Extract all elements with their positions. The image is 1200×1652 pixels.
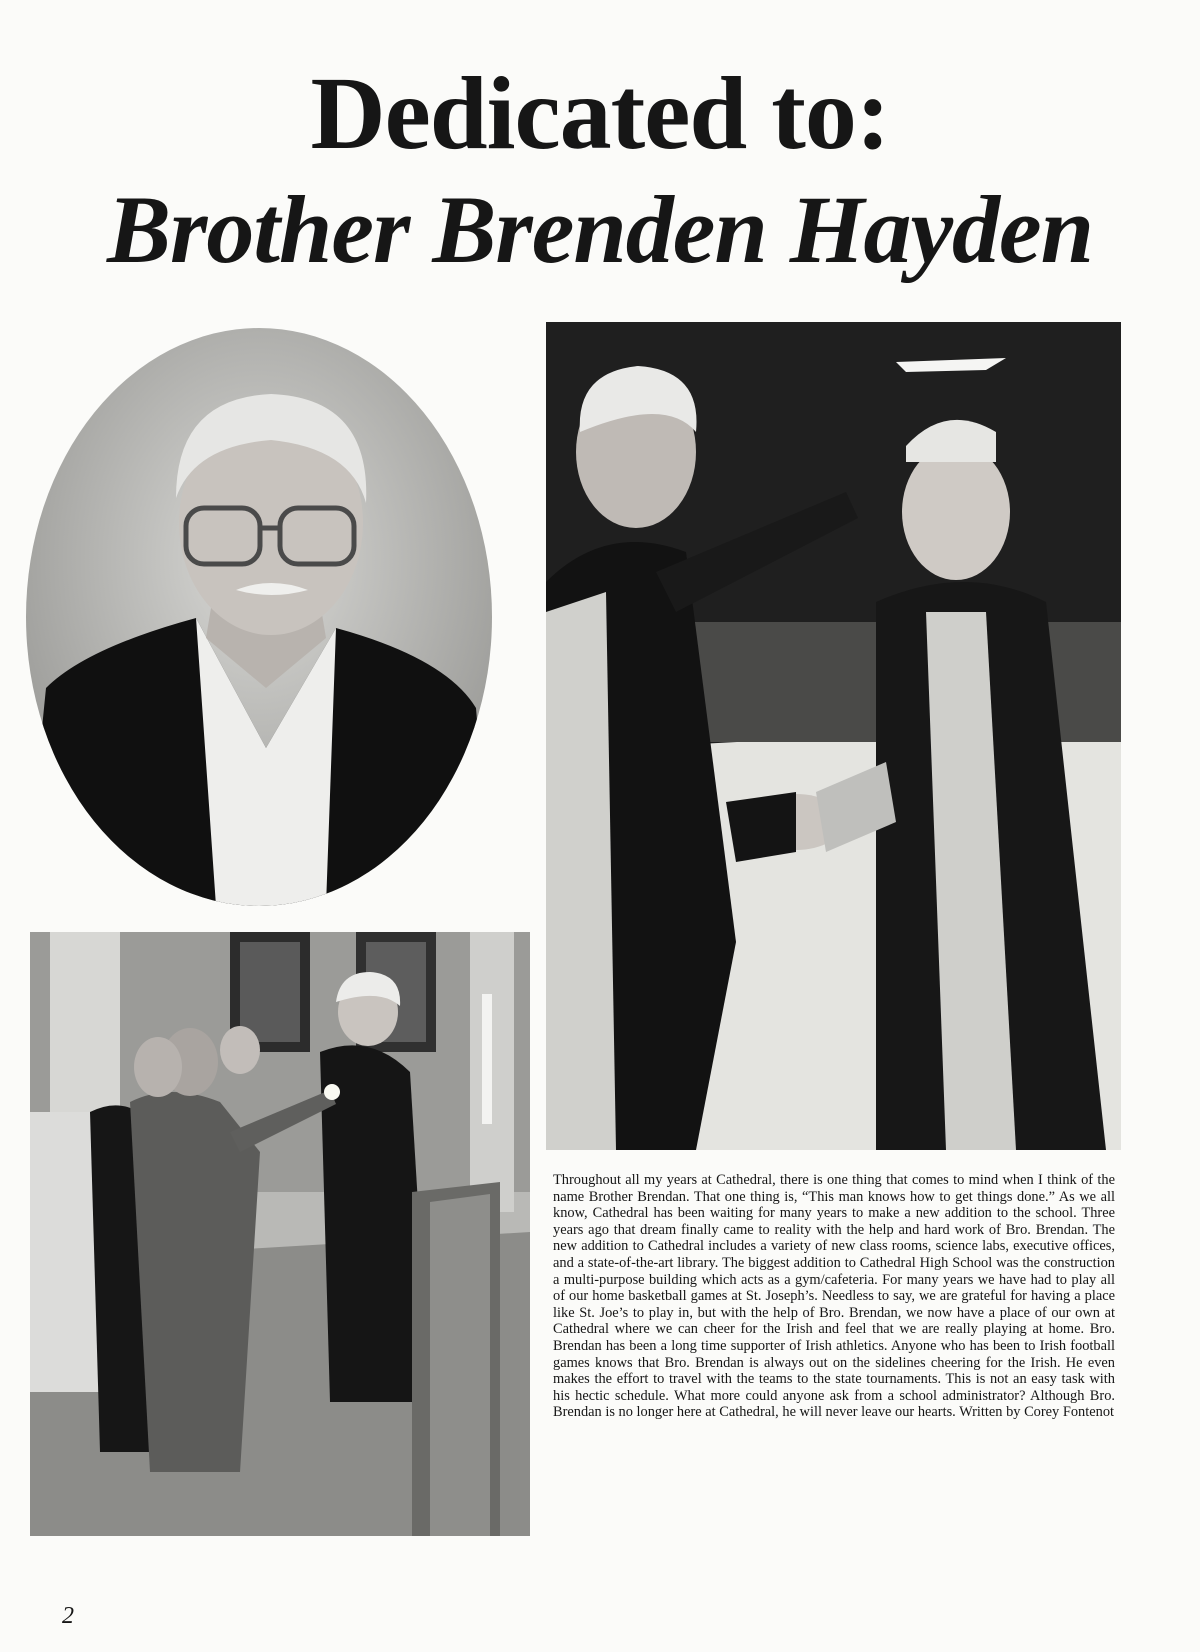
dedication-article-text: Throughout all my years at Cathedral, there is one thing that comes to mind when I think of the name Brother Brendan. That one thing is, “This man knows how to get things done.” As we all know, Cathedral has been waiting for many years to make a new addition to the school. Three years ago that dream finally came to reality with the help and hard work of Bro. Brendan. The new addition to Cathedral includes a variety of new class rooms, science labs, executive offices, and a state-of-the-art library. The biggest addition to Cathedral High School was the construction a multi-purpose building which acts as a gym/cafeteria. For many years we have had to play all of our home basketball games at St. Joseph’s. Needless to say, we are grateful for having a place like St. Joe’s to play in, but with the help of Bro. Brendan, we now have a place of our own at Cathedral where we can cheer for the Irish and feel that we are really playing at home. Bro. Brendan has been a long time supporter of Irish athletics. Anyone who has been to Irish football games knows that Bro. Brendan is always out on the sidelines cheering for the Irish. He even makes the effort to travel with the teams to the state tournaments. This is not an easy task with his hectic schedule. What more could anyone ask from a school administrator? Although Bro. Brendan is no longer here at Cathedral, he will never leave our hearts. Written by Corey Fontenot (553, 1172, 1115, 1421)
page-title-honoree-name: Brother Brenden Hayden (106, 176, 1094, 283)
candle-ceremony-photo (30, 932, 530, 1536)
page-number: 2 (62, 1603, 74, 1629)
page-title-dedication: Dedicated to: (310, 56, 890, 171)
portrait-photo (26, 328, 492, 906)
graduation-handshake-photo (546, 322, 1121, 1150)
